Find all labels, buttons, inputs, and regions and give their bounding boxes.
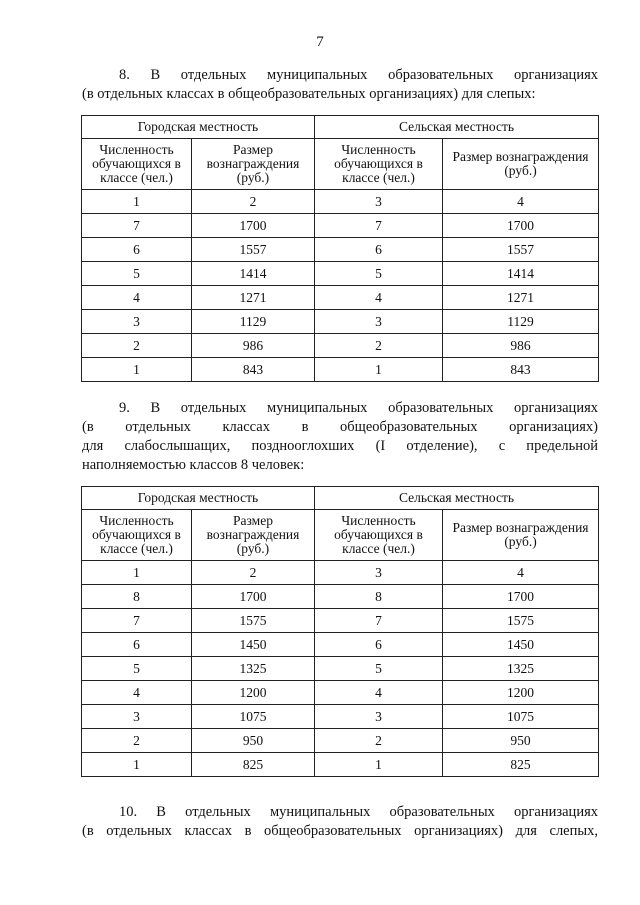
table-cell: 1129 bbox=[192, 310, 315, 334]
column-number: 1 bbox=[82, 561, 192, 585]
table-cell: 7 bbox=[315, 214, 443, 238]
table-cell: 5 bbox=[82, 262, 192, 286]
table-cell: 3 bbox=[315, 705, 443, 729]
table-cell: 1557 bbox=[443, 238, 599, 262]
table-row bbox=[82, 657, 599, 681]
table-cell: 1700 bbox=[443, 585, 599, 609]
table-row bbox=[82, 238, 599, 262]
column-header: Численность обучающихся в классе (чел.) bbox=[82, 139, 192, 190]
section-10-line-1: 10. В отдельных муниципальных образовательных организациях bbox=[119, 804, 598, 820]
column-number: 3 bbox=[315, 561, 443, 585]
table-cell: 5 bbox=[315, 262, 443, 286]
table-cell: 1450 bbox=[192, 633, 315, 657]
group-header-urban: Городская местность bbox=[82, 487, 315, 510]
table-cell: 1075 bbox=[192, 705, 315, 729]
group-header-rural: Сельская местность bbox=[315, 487, 599, 510]
section-8-line-2: (в отдельных классах в общеобразовательных организациях) для слепых: bbox=[82, 86, 536, 102]
section-10-text bbox=[82, 803, 598, 841]
table-cell: 1450 bbox=[443, 633, 599, 657]
table-cell: 7 bbox=[315, 609, 443, 633]
table-cell: 3 bbox=[82, 705, 192, 729]
table-cell: 5 bbox=[82, 657, 192, 681]
table-cell: 1700 bbox=[443, 214, 599, 238]
section-9-line-4: наполняемостью классов 8 человек: bbox=[82, 457, 305, 473]
column-number: 4 bbox=[443, 190, 599, 214]
column-header: Численность обучающихся в классе (чел.) bbox=[315, 139, 443, 190]
table-cell: 843 bbox=[443, 358, 599, 382]
table-cell: 1 bbox=[315, 753, 443, 777]
section-9-text bbox=[82, 399, 598, 475]
table-cell: 950 bbox=[443, 729, 599, 753]
table-cell: 1 bbox=[315, 358, 443, 382]
table-cell: 2 bbox=[82, 334, 192, 358]
column-header: Размер вознаграждения (руб.) bbox=[192, 139, 315, 190]
table-cell: 6 bbox=[82, 238, 192, 262]
table-row bbox=[82, 585, 599, 609]
table-cell: 1414 bbox=[443, 262, 599, 286]
section-9-line-3: для слабослышащих, позднооглохших (I отделение), с предельной bbox=[82, 438, 598, 454]
table-row bbox=[82, 262, 599, 286]
table-cell: 6 bbox=[315, 633, 443, 657]
column-number: 3 bbox=[315, 190, 443, 214]
table-cell: 7 bbox=[82, 214, 192, 238]
table-cell: 1325 bbox=[192, 657, 315, 681]
table-cell: 4 bbox=[315, 286, 443, 310]
table-row bbox=[82, 286, 599, 310]
table-cell: 950 bbox=[192, 729, 315, 753]
table-cell: 1 bbox=[82, 358, 192, 382]
table-cell: 1271 bbox=[192, 286, 315, 310]
section-10-line-2: (в отдельных классах в общеобразовательных организациях) для слепых, bbox=[82, 823, 598, 839]
table-cell: 1557 bbox=[192, 238, 315, 262]
table-cell: 8 bbox=[82, 585, 192, 609]
group-header-rural: Сельская местность bbox=[315, 116, 599, 139]
table-row bbox=[82, 633, 599, 657]
table-cell: 1200 bbox=[192, 681, 315, 705]
section-9-table bbox=[81, 486, 599, 777]
table-cell: 2 bbox=[315, 729, 443, 753]
table-cell: 4 bbox=[82, 681, 192, 705]
table-row bbox=[82, 214, 599, 238]
table-cell: 986 bbox=[443, 334, 599, 358]
table-cell: 1700 bbox=[192, 214, 315, 238]
section-8-line-1: 8. В отдельных муниципальных образовательных организациях bbox=[119, 67, 598, 83]
column-header: Численность обучающихся в классе (чел.) bbox=[82, 510, 192, 561]
section-8-table bbox=[81, 115, 599, 382]
table-cell: 1200 bbox=[443, 681, 599, 705]
table-row bbox=[82, 753, 599, 777]
table-cell: 2 bbox=[315, 334, 443, 358]
table-row bbox=[82, 729, 599, 753]
table-cell: 843 bbox=[192, 358, 315, 382]
column-header: Размер вознаграждения (руб.) bbox=[192, 510, 315, 561]
table-cell: 3 bbox=[315, 310, 443, 334]
table-cell: 6 bbox=[315, 238, 443, 262]
column-header: Численность обучающихся в классе (чел.) bbox=[315, 510, 443, 561]
table-cell: 2 bbox=[82, 729, 192, 753]
column-number: 2 bbox=[192, 190, 315, 214]
group-header-urban: Городская местность bbox=[82, 116, 315, 139]
table-cell: 1075 bbox=[443, 705, 599, 729]
table-cell: 1271 bbox=[443, 286, 599, 310]
column-number: 2 bbox=[192, 561, 315, 585]
table-cell: 1129 bbox=[443, 310, 599, 334]
table-cell: 825 bbox=[192, 753, 315, 777]
table-row bbox=[82, 609, 599, 633]
table-row bbox=[82, 681, 599, 705]
table-cell: 6 bbox=[82, 633, 192, 657]
table-cell: 1575 bbox=[443, 609, 599, 633]
column-header: Размер вознаграждения (руб.) bbox=[443, 139, 599, 190]
table-cell: 1700 bbox=[192, 585, 315, 609]
table-cell: 1 bbox=[82, 753, 192, 777]
table-cell: 1575 bbox=[192, 609, 315, 633]
table-cell: 4 bbox=[82, 286, 192, 310]
table-row bbox=[82, 310, 599, 334]
section-8-text bbox=[82, 66, 598, 104]
table-row bbox=[82, 705, 599, 729]
table-cell: 8 bbox=[315, 585, 443, 609]
section-9-line-2: (в отдельных классах в общеобразовательных организациях) bbox=[82, 419, 598, 435]
column-number: 4 bbox=[443, 561, 599, 585]
column-number: 1 bbox=[82, 190, 192, 214]
table-cell: 7 bbox=[82, 609, 192, 633]
table-cell: 825 bbox=[443, 753, 599, 777]
table-cell: 1325 bbox=[443, 657, 599, 681]
table-cell: 4 bbox=[315, 681, 443, 705]
column-header: Размер вознаграждения (руб.) bbox=[443, 510, 599, 561]
table-cell: 3 bbox=[82, 310, 192, 334]
page-number: 7 bbox=[316, 34, 324, 50]
table-cell: 986 bbox=[192, 334, 315, 358]
table-cell: 1414 bbox=[192, 262, 315, 286]
table-row bbox=[82, 334, 599, 358]
table-cell: 5 bbox=[315, 657, 443, 681]
table-row bbox=[82, 358, 599, 382]
section-9-line-1: 9. В отдельных муниципальных образовательных организациях bbox=[119, 400, 598, 416]
